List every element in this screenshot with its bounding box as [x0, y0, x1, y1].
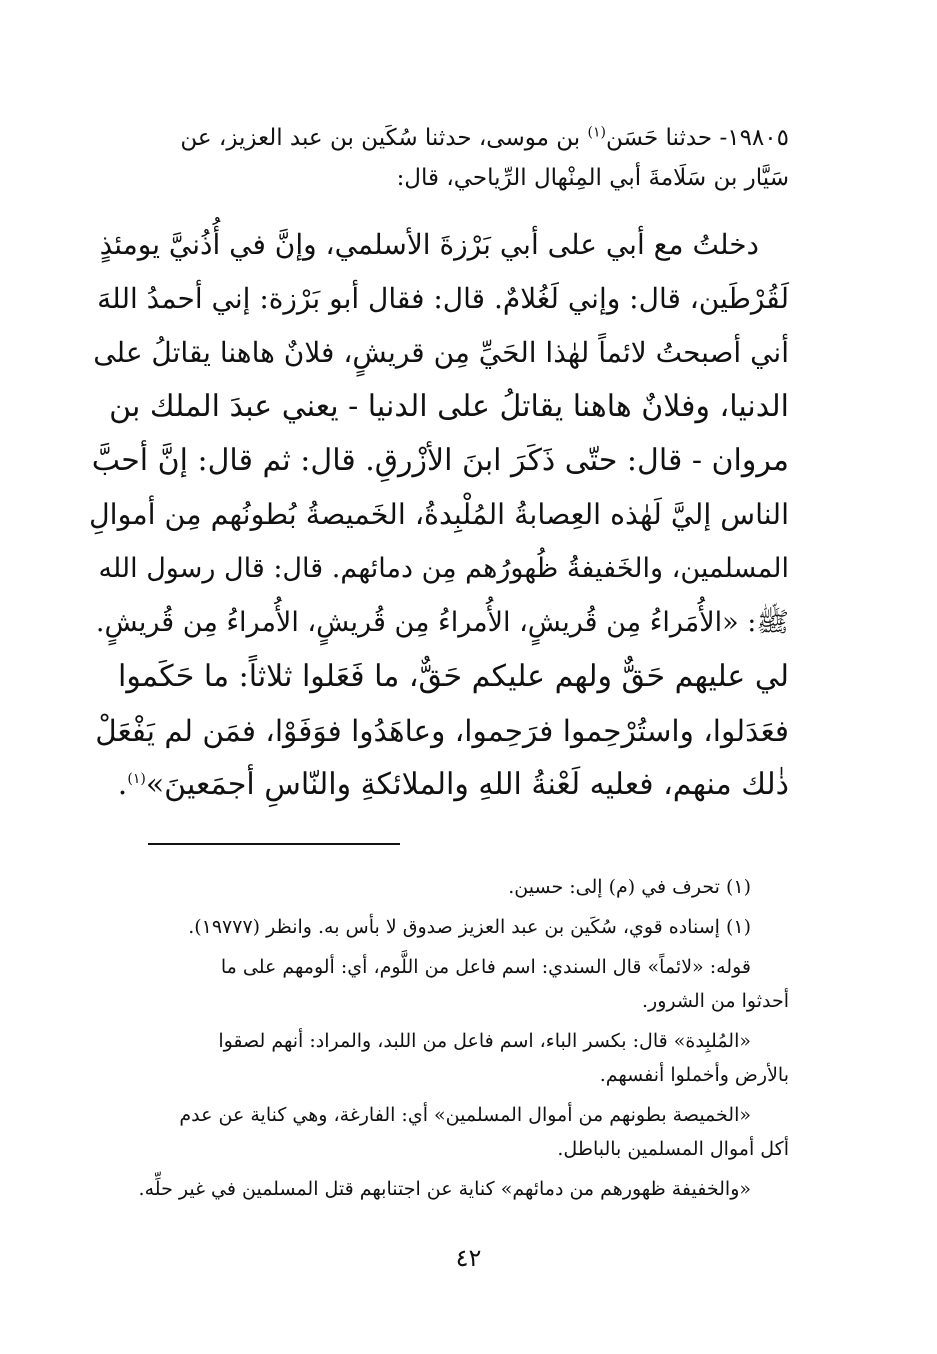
text-line: مروان - قال: حتّى ذَكَرَ ابنَ الأزْرقِ. قال: ثم قال: إنَّ أحبَّ: [91, 443, 789, 478]
last-line-text: ذٰلك منهم، فعليه لَعْنةُ اللهِ والملائكةِ والنّاسِ أجمَعينَ»: [145, 767, 789, 802]
footnote-2: (١) إسناده قوي، سُكَين بن عبد العزيز صدوق لا بأس به. وانظر (١٩٧٧٧).: [188, 916, 751, 938]
isnad-line-1-start: ١٩٨٠٥- حدثنا حَسَن: [605, 125, 789, 151]
footnote-3-line-2: أحدثوا من الشرور.: [642, 990, 789, 1012]
text-line: لي عليهم حَقٌّ ولهم عليكم حَقٌّ، ما فَعَلوا ثلاثاً: ما حَكَموا: [118, 659, 789, 694]
text-line: دخلتُ مع أبي على أبي بَرْزةَ الأسلمي، وإنَّ في أُذُنيَّ يومئذٍ: [99, 228, 759, 261]
footnote-4-line-1: «المُلبِدة» قال: بكسر الباء، اسم فاعل من اللبد، والمراد: أنهم لصقوا: [218, 1030, 751, 1052]
footnote-3-line-1: قوله: «لائماً» قال السندي: اسم فاعل من اللَّوم، أي: ألومهم على ما: [220, 956, 751, 978]
isnad-line-2: سَيَّار بن سَلَامةَ أبي المِنْهال الرِّياحي، قال:: [396, 165, 789, 191]
footnote-ref: (١): [587, 124, 606, 141]
text-line-last: [89, 758, 789, 812]
footnote-1: (١) تحرف في (م) إلى: حسين.: [508, 876, 751, 898]
footnote-3: [89, 950, 789, 1018]
footnote-6: «والخفيفة ظهورهم من دمائهم» كناية عن اجتنابهم قتل المسلمين في غير حلِّه.: [138, 1178, 751, 1200]
text-line: ﷺ: «الأُمَراءُ مِن قُريشٍ، الأُمراءُ مِن قُريشٍ، الأُمراءُ مِن قُريشٍ.: [95, 607, 789, 638]
text-line: المسلمين، والخَفيفةُ ظُهورُهم مِن دمائهم. قال: قال رسول الله: [98, 553, 789, 584]
isnad-line-1-end: بن موسى، حدثنا سُكَين بن عبد العزيز، عن: [180, 125, 588, 151]
text-line: الناس إليَّ لَهٰذه العِصابةُ المُلْبِدةُ، الخَميصةُ بُطونُهم مِن أموالِ: [88, 498, 789, 531]
last-line-end: .: [117, 767, 128, 802]
hadith-isnad: [89, 118, 789, 198]
hadith-text: [89, 218, 789, 812]
footnote-5: [89, 1098, 789, 1166]
text-line: الدنيا، وفلانٌ هاهنا يقاتلُ على الدنيا - يعني عبدَ الملك بن: [109, 389, 789, 424]
footnote-5-line-1: «الخميصة بطونهم من أموال المسلمين» أي: الفارغة، وهي كناية عن عدم: [179, 1104, 751, 1126]
text-line: أني أصبحتُ لائماً لهٰذا الحَيِّ مِن قريشٍ، فلانٌ هاهنا يقاتلُ على: [93, 336, 789, 369]
page-number: ٤٢: [455, 1244, 482, 1272]
footnotes: [89, 870, 789, 1212]
text-line: لَقُرْطَين، قال: وإني لَغُلامٌ. قال: فقال أبو بَرْزة: إني أحمدُ اللهَ: [97, 282, 789, 315]
footnote-divider: [148, 843, 400, 845]
text-line: فعَدَلوا، واستُرْحِموا فرَحِموا، وعاهَدُوا فوَفَوْا، فمَن لم يَفْعَلْ: [95, 714, 789, 748]
footnote-ref: (١): [127, 771, 146, 787]
footnote-4-line-2: بالأرض وأخملوا أنفسهم.: [599, 1064, 789, 1086]
isnad-line-1: [89, 118, 789, 158]
footnote-4: [89, 1024, 789, 1092]
footnote-5-line-2: أكل أموال المسلمين بالباطل.: [557, 1138, 789, 1160]
